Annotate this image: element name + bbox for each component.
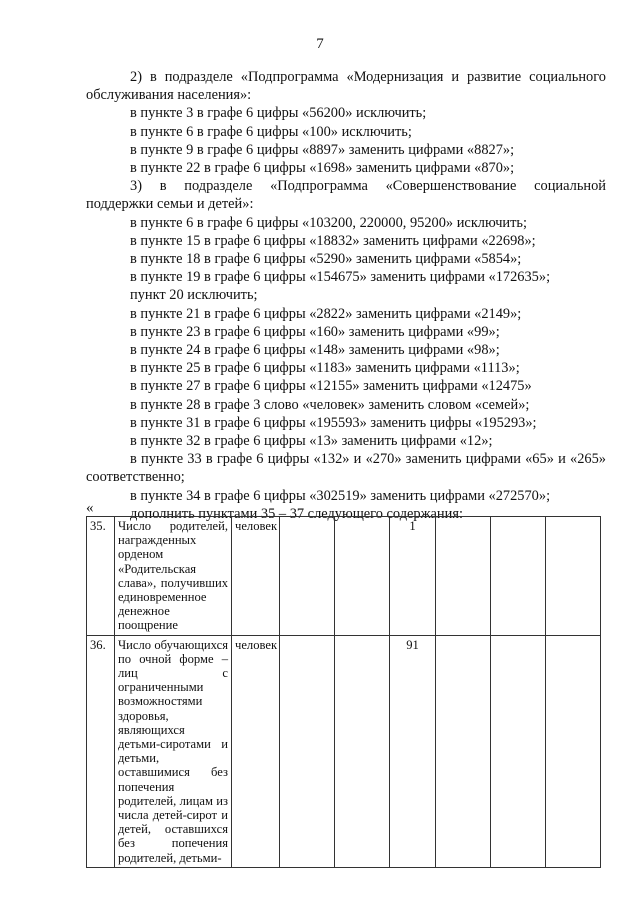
empty-cell [546, 517, 601, 636]
paragraph: в пункте 18 в графе 6 цифры «5290» заменить цифрами «5854»; [130, 251, 522, 268]
row-number: 36. [87, 635, 115, 867]
empty-cell [546, 635, 601, 867]
empty-cell [436, 517, 491, 636]
paragraph: в пункте 6 в графе 6 цифры «103200, 220000, 95200» исключить; [130, 214, 527, 231]
paragraph: в пункте 33 в графе 6 цифры «132» и «270» заменить цифрами «65» и «265» соответственно; [86, 451, 606, 486]
paragraph: в пункте 27 в графе 6 цифры «12155» заменить цифрами «12475» [130, 378, 532, 395]
empty-cell [335, 517, 390, 636]
indicators-table [86, 516, 601, 868]
paragraph: в пункте 31 в графе 6 цифры «195593» заменить цифры «195293»; [130, 414, 537, 431]
empty-cell [280, 517, 335, 636]
paragraph: дополнить пунктами 35 – 37 следующего содержания: [130, 505, 463, 522]
paragraph: в пункте 6 в графе 6 цифры «100» исключить; [130, 123, 412, 140]
paragraph: в пункте 9 в графе 6 цифры «8897» заменить цифрами «8827»; [130, 141, 515, 158]
empty-cell [491, 635, 546, 867]
paragraph: в пункте 3 в графе 6 цифры «56200» исключить; [130, 105, 427, 122]
paragraph: в пункте 19 в графе 6 цифры «154675» заменить цифрами «172635»; [130, 269, 551, 286]
paragraph: пункт 20 исключить; [130, 287, 258, 304]
paragraph: в пункте 15 в графе 6 цифры «18832» заменить цифрами «22698»; [130, 232, 536, 249]
paragraph: 3) в подразделе «Подпрограмма «Совершенствование социальной поддержки семьи и детей»: [86, 178, 606, 213]
empty-cell [436, 635, 491, 867]
paragraph: в пункте 25 в графе 6 цифры «1183» заменить цифрами «1113»; [130, 360, 520, 377]
document-body [86, 68, 606, 523]
paragraph: в пункте 21 в графе 6 цифры «2822» заменить цифрами «2149»; [130, 305, 522, 322]
unit-cell: человек [232, 517, 280, 636]
paragraph: в пункте 32 в графе 6 цифры «13» заменить цифрами «12»; [130, 433, 493, 450]
page-number: 7 [316, 36, 324, 52]
row-number: 35. [87, 517, 115, 636]
paragraph: в пункте 28 в графе 3 слово «человек» заменить словом «семей»; [130, 396, 530, 413]
opening-quote-mark: « [86, 500, 94, 516]
paragraph: в пункте 22 в графе 6 цифры «1698» заменить цифрами «870»; [130, 160, 515, 177]
unit-cell: человек [232, 635, 280, 867]
indicator-name: Число родителей, награжденных орденом «Родительская слава», получивших единовременное денежное поощрение [115, 517, 232, 636]
value-cell: 1 [390, 517, 436, 636]
paragraph: в пункте 23 в графе 6 цифры «160» заменить цифрами «99»; [130, 323, 500, 340]
indicator-name: Число обучающихся по очной форме – лиц с ограниченными возможностями здоровья, являющихся детьми-сиротами и детьми, оставшимися без попечения родителей, лицам из числа детей-сирот и детей, оставшихся без попечения родителей, детьми- [115, 635, 232, 867]
table-row [87, 517, 601, 636]
value-cell: 91 [390, 635, 436, 867]
paragraph: в пункте 34 в графе 6 цифры «302519» заменить цифрами «272570»; [130, 487, 551, 504]
empty-cell [335, 635, 390, 867]
empty-cell [491, 517, 546, 636]
table-row [87, 635, 601, 867]
empty-cell [280, 635, 335, 867]
paragraph: 2) в подразделе «Подпрограмма «Модернизация и развитие социального обслуживания населения»: [86, 69, 606, 104]
paragraph: в пункте 24 в графе 6 цифры «148» заменить цифрами «98»; [130, 342, 500, 359]
